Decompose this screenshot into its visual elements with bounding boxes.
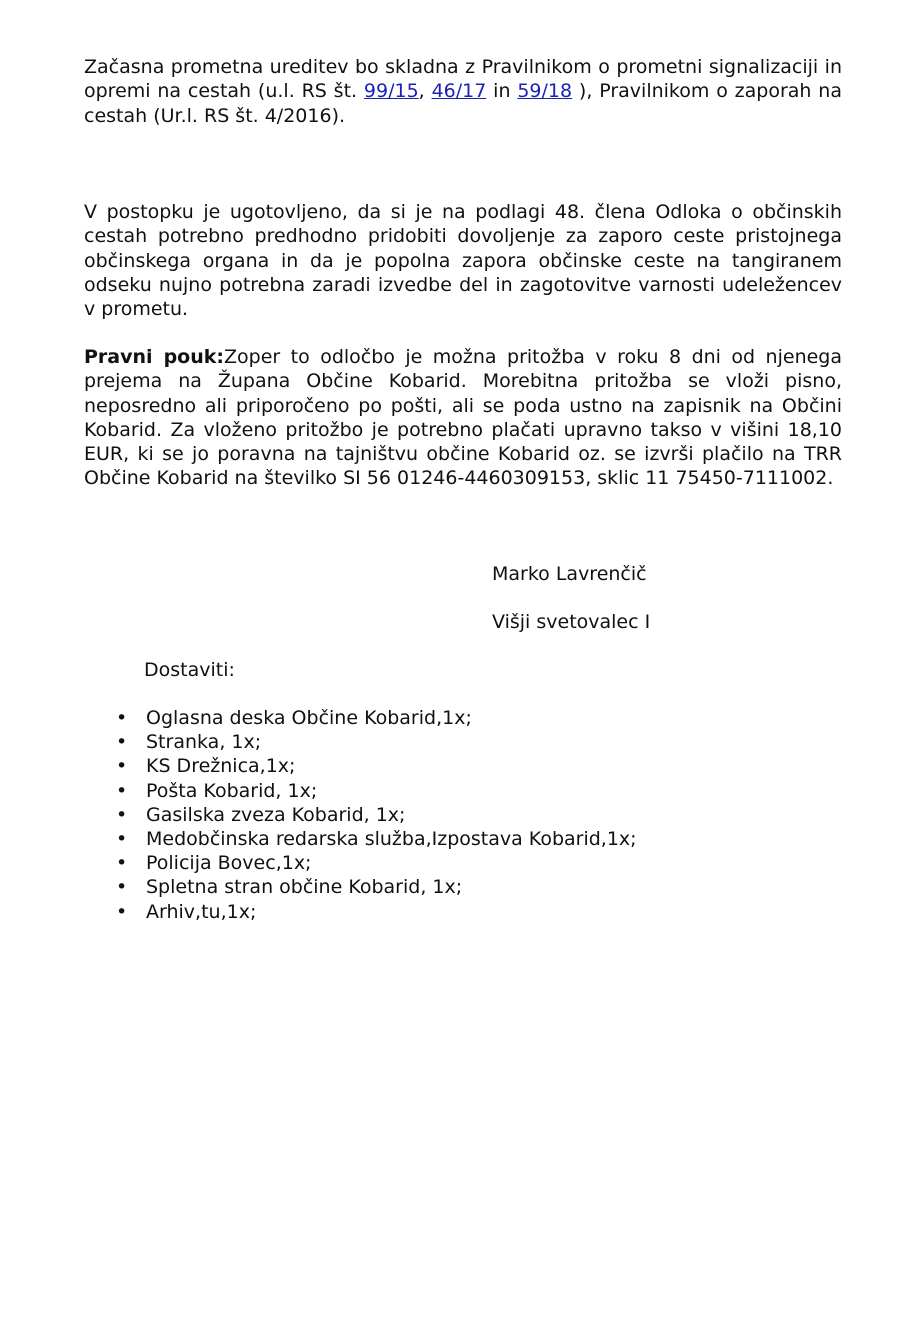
signatory-title: Višji svetovalec I <box>492 611 651 633</box>
link-gazette-99-15[interactable]: 99/15 <box>363 80 419 103</box>
list-item: • Arhiv,tu,1x; <box>0 900 637 924</box>
separator-text: , <box>418 80 432 103</box>
list-item: • Medobčinska redarska služba,Izpostava Kobarid,1x; <box>0 827 637 851</box>
list-item: • Gasilska zveza Kobarid, 1x; <box>0 803 637 827</box>
recipients-list <box>0 706 637 924</box>
paragraph-legal-notice <box>84 345 842 491</box>
list-item: • Stranka, 1x; <box>0 730 637 754</box>
list-item: • Oglasna deska Občine Kobarid,1x; <box>0 706 637 730</box>
signatory-name: Marko Lavrenčič <box>492 563 647 585</box>
list-item: • KS Drežnica,1x; <box>0 754 637 778</box>
separator-text: in <box>486 80 518 103</box>
paragraph-regulation-compliance <box>84 55 842 128</box>
link-gazette-59-18[interactable]: 59/18 <box>517 80 573 103</box>
legal-notice-label: Pravni pouk: <box>84 346 224 368</box>
list-item: • Pošta Kobarid, 1x; <box>0 779 637 803</box>
legal-notice-text: Zoper to odločbo je možna pritožba v roku 8 dni od njenega prejema na Župana Občine Kobarid. Morebitna pritožba se vloži pisno, neposredno ali priporočeno po pošti, ali se poda ustno na zapisnik na Občini Kobarid. Za vloženo pritožbo je potrebno plačati upravno takso v višini 18,10 EUR, ki se jo poravna na tajništvu občine Kobarid oz. se izvrši plačilo na TRR Občine Kobarid na številko SI 56 01246-4460309153, sklic 11 75450-7111002. <box>84 346 842 490</box>
paragraph-text: ), Pravilnikom o zaporah na cestah (Ur.l. RS št. 4/2016). <box>84 80 842 127</box>
list-item: • Spletna stran občine Kobarid, 1x; <box>0 875 637 899</box>
link-gazette-46-17[interactable]: 46/17 <box>431 80 487 103</box>
paragraph-findings: V postopku je ugotovljeno, da si je na podlagi 48. člena Odloka o občinskih cestah potrebno predhodno pridobiti dovoljenje za zaporo ceste pristojnega občinskega organa in da je popolna zapora občinske ceste na tangiranem odseku nujno potrebna zaradi izvedbe del in zagotovitve varnosti udeležencev v prometu. <box>84 201 842 321</box>
recipients-heading: Dostaviti: <box>144 659 235 681</box>
paragraph-text: Začasna prometna ureditev bo skladna z Pravilnikom o prometni signalizaciji in opremi na cestah (u.l. RS št. <box>84 56 842 103</box>
list-item: • Policija Bovec,1x; <box>0 851 637 875</box>
